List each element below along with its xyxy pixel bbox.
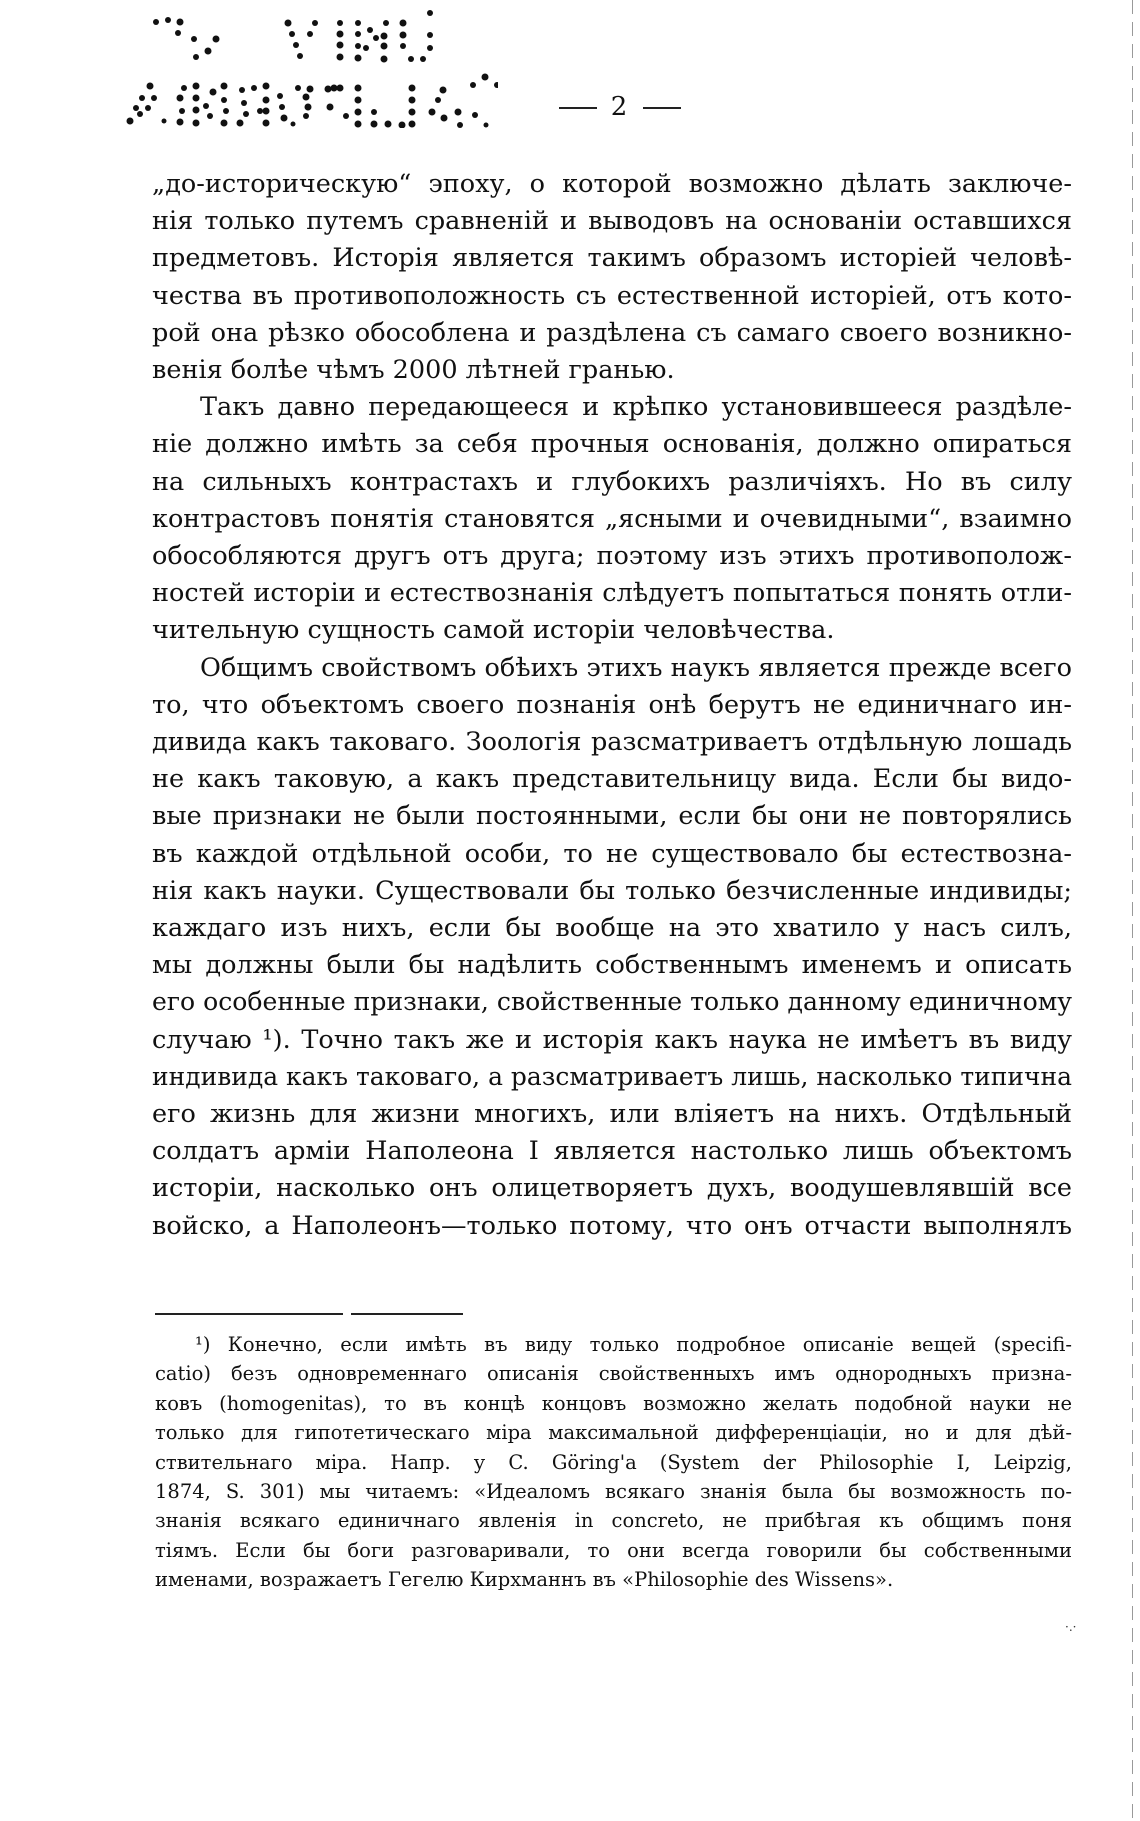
text-line: не какъ таковую, а какъ представительницу вида. Если бы видо- (152, 764, 1072, 795)
separator-segment (155, 1313, 343, 1315)
text-line: каждаго изъ нихъ, если бы вообще на это хватило у насъ силъ, (152, 913, 1072, 944)
text-line: вые признаки не были постоянными, если бы они не повторялись (152, 801, 1072, 832)
footnote-line: ковъ (homogenitas), то въ концѣ концовъ возможно желать подобной науки не (155, 1391, 1072, 1415)
text-line: его жизнь для жизни многихъ, или вліяетъ на нихъ. Отдѣльный (152, 1099, 1072, 1130)
text-line: индивида какъ таковаго, а разсматриваетъ лишь, насколько типична (152, 1061, 1072, 1092)
paragraph-3 (152, 650, 1072, 1245)
text-line: въ каждой отдѣльной особи, то не существовало бы естествозна- (152, 838, 1072, 869)
text-line: „до-историческую“ эпоху, о которой возможно дѣлать заключе- (152, 169, 1072, 199)
text-line: нія какъ науки. Существовали бы только безчисленные индивиды; (152, 875, 1072, 906)
separator-segment (351, 1313, 463, 1315)
text-line: предметовъ. Исторія является такимъ образомъ исторіей человѣ- (152, 243, 1072, 274)
text-line: на сильныхъ контрастахъ и глубокихъ различіяхъ. Но въ силу (152, 466, 1072, 497)
footnote (155, 1330, 1072, 1595)
footnote-line: 1874, S. 301) мы читаемъ: «Идеаломъ всякаго знанія была бы возможность по- (155, 1480, 1072, 1504)
text-line: чительную сущность самой исторіи человѣчества. (152, 615, 835, 646)
paragraph-2 (152, 389, 1072, 649)
library-perforated-stamp (118, 8, 498, 128)
footnote-line: именами, возражаетъ Гегелю Кирхманнъ въ «Philosophie des Wissens». (155, 1568, 894, 1592)
text-line: Такъ давно передающееся и крѣпко установившееся раздѣле- (200, 392, 1072, 423)
text-line: его особенные признаки, свойственные только данному единичному (152, 987, 1072, 1018)
paragraph-1 (152, 166, 1072, 389)
page-number-value: 2 (610, 92, 630, 122)
footnote-line: ствительнаго міра. Напр. у C. Göring'a (System der Philosophie I, Leipzig, (155, 1450, 1072, 1474)
footnote-line: знанія всякаго единичнаго явленія in concreto, не прибѣгая къ общимъ поня (155, 1509, 1072, 1533)
text-line: солдатъ арміи Наполеона I является настолько лишь объектомъ (152, 1136, 1072, 1167)
text-line: контрастовъ понятія становятся „ясными и очевидными“, взаимно (152, 503, 1072, 534)
text-line: исторіи, насколько онъ олицетворяетъ духъ, воодушевлявшій все (152, 1173, 1072, 1204)
text-line: нія только путемъ сравненій и выводовъ на основаніи оставшихся (152, 206, 1072, 237)
text-line: мы должны были бы надѣлить собственнымъ именемъ и описать (152, 950, 1072, 981)
footnote-line: только для гипотетическаго міра максимальной дифференціаціи, но и для дѣй- (155, 1421, 1072, 1445)
text-line: войско, а Наполеонъ—только потому, что онъ отчасти выполнялъ (152, 1210, 1072, 1241)
text-line: чества въ противоположность съ естественной исторіей, отъ кото- (152, 280, 1072, 311)
footnote-line: тіямъ. Если бы боги разговаривали, то они всегда говорили бы собственными (155, 1538, 1072, 1562)
text-line: ніе должно имѣть за себя прочныя основанія, должно опираться (152, 429, 1072, 460)
dash-left (559, 107, 597, 109)
scan-speck: ·.· (1065, 1620, 1077, 1634)
text-line: венія болѣе чѣмъ 2000 лѣтней гранью. (152, 355, 675, 386)
text-line: дивида какъ таковаго. Зоологія разсматриваетъ отдѣльную лошадь (152, 727, 1072, 758)
perforation-dots-icon (118, 8, 498, 128)
page-number (530, 92, 710, 122)
scan-edge-line (1132, 0, 1133, 1821)
text-line: рой она рѣзко обособлена и раздѣлена съ самаго своего возникно- (152, 317, 1072, 348)
text-line: обособляются другъ отъ друга; поэтому изъ этихъ противополож- (152, 541, 1072, 572)
footnote-line: ¹) Конечно, если имѣть въ виду только подробное описаніе вещей (specifi- (195, 1333, 1072, 1356)
text-line-with-footnote-ref: случаю ¹). Точно такъ же и исторія какъ наука не имѣетъ въ виду (152, 1024, 1072, 1055)
text-line: то, что объектомъ своего познанія онѣ берутъ не единичнаго ин- (152, 689, 1072, 720)
footnote-line: catio) безъ одновременнаго описанія свойственныхъ имъ однородныхъ призна- (155, 1362, 1072, 1386)
text-line: ностей исторіи и естествознанія слѣдуетъ попытаться понять отли- (152, 578, 1072, 609)
main-text (152, 166, 1072, 1245)
text-line: Общимъ свойствомъ обѣихъ этихъ наукъ является прежде всего (200, 652, 1072, 683)
dash-right (643, 107, 681, 109)
